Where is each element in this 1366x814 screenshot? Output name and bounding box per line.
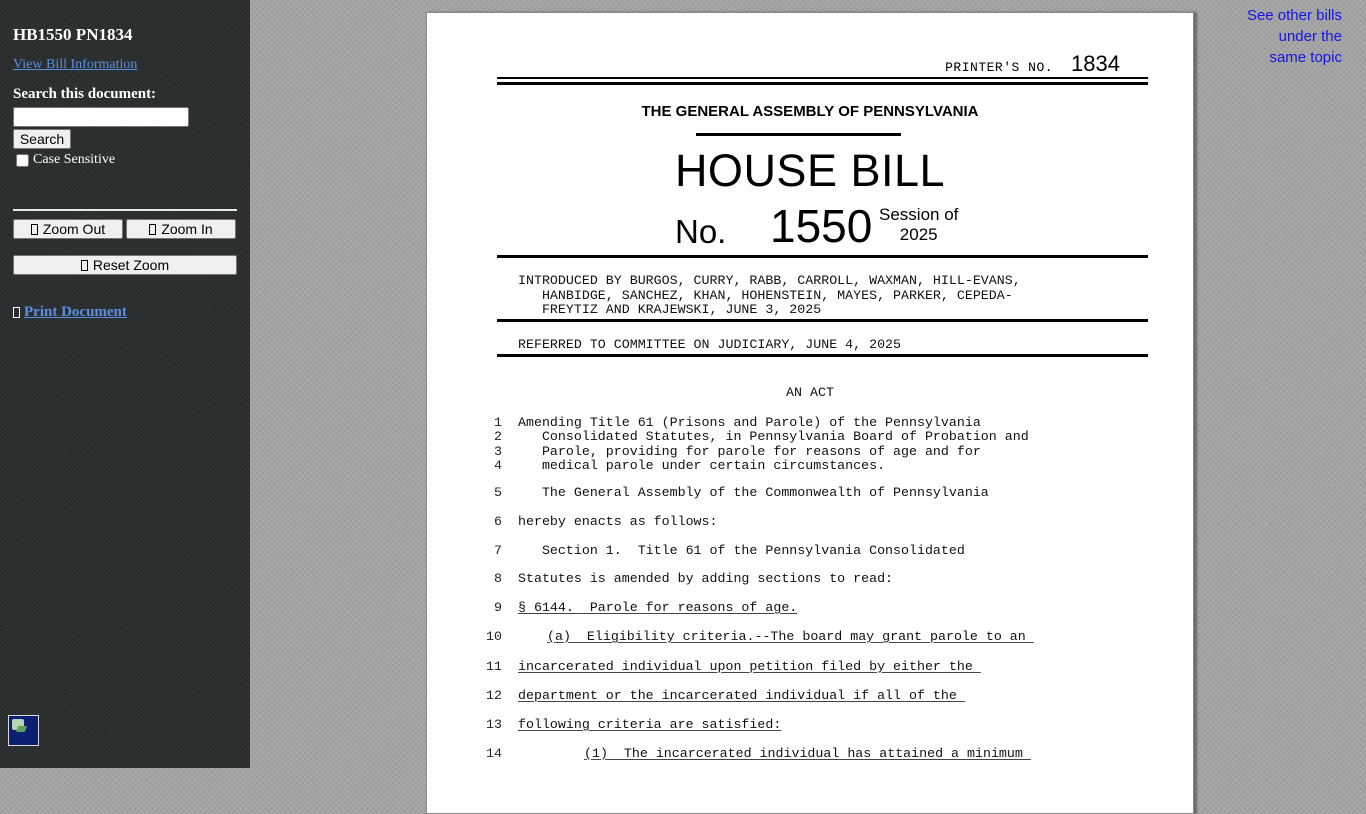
zoom-out-button[interactable] <box>13 219 123 239</box>
print-document-link[interactable]: Print Document <box>24 304 127 320</box>
case-sensitive-checkbox[interactable] <box>16 154 29 167</box>
referred-to-committee: REFERRED TO COMMITTEE ON JUDICIARY, JUNE 4, 2025 <box>518 337 902 352</box>
view-bill-information-link[interactable]: View Bill Information <box>13 57 138 72</box>
line-number: 4 <box>494 458 502 473</box>
print-document-row <box>13 304 127 321</box>
bill-line: hereby enacts as follows: <box>518 514 718 529</box>
reset-zoom-label: Reset Zoom <box>92 257 170 273</box>
bill-type-heading: HOUSE BILL <box>674 145 946 196</box>
site-badge-image[interactable] <box>8 715 39 746</box>
bill-title: HB1550 PN1834 <box>13 25 133 44</box>
session-year: 2025 <box>899 225 938 244</box>
zoom-in-label: Zoom In <box>161 221 213 237</box>
line-number: 10 <box>486 629 502 644</box>
line-number: 2 <box>494 429 502 444</box>
introduced-by <box>518 274 1021 318</box>
general-assembly-heading: THE GENERAL ASSEMBLY OF PENNSYLVANIA <box>641 103 979 120</box>
topic-link-line-3: same topic <box>1269 49 1342 66</box>
bill-number-label: No. <box>675 213 727 250</box>
introduced-rule <box>497 319 1148 322</box>
bill-line: Parole, providing for parole for reasons of age and for <box>518 444 981 459</box>
bill-line: Section 1. Title 61 of the Pennsylvania Consolidated <box>518 543 965 558</box>
sidebar-divider <box>13 209 237 211</box>
line-number: 8 <box>494 571 502 586</box>
bill-line: Statutes is amended by adding sections to read: <box>518 571 894 586</box>
reset-zoom-button[interactable] <box>13 255 237 275</box>
line-number: 6 <box>494 514 502 529</box>
reset-zoom-icon <box>81 260 88 271</box>
bill-line: Consolidated Statutes, in Pennsylvania Board of Probation and <box>518 429 1029 444</box>
case-sensitive-label: Case Sensitive <box>33 152 116 167</box>
bill-number: 1550 <box>770 200 873 252</box>
introduced-line: INTRODUCED BY BURGOS, CURRY, RABB, CARROLL, WAXMAN, HILL-EVANS, <box>518 273 1021 288</box>
topic-link-line-2: under the <box>1278 28 1342 45</box>
header-rule-thin <box>497 77 1148 79</box>
line-number: 9 <box>494 600 502 615</box>
session <box>879 205 958 245</box>
see-other-bills-link[interactable] <box>1247 5 1342 68</box>
header-rule-thick <box>497 82 1148 85</box>
bill-document-page <box>426 12 1194 814</box>
bill-line-inserted: § 6144. Parole for reasons of age. <box>518 600 798 615</box>
zoom-out-icon <box>31 224 38 235</box>
line-number: 3 <box>494 444 502 459</box>
printers-number-value: 1834 <box>1071 51 1120 76</box>
assembly-rule <box>696 133 901 136</box>
bill-line-inserted: (1) The incarcerated individual has attained a minimum <box>584 746 1031 761</box>
bill-line: medical parole under certain circumstances. <box>518 458 886 473</box>
zoom-in-button[interactable] <box>126 219 236 239</box>
case-sensitive-option[interactable] <box>16 152 115 168</box>
bill-line: The General Assembly of the Commonwealth of Pennsylvania <box>518 485 989 500</box>
zoom-in-icon <box>149 224 156 235</box>
bill-line-inserted: following criteria are satisfied: <box>518 717 782 732</box>
referred-rule <box>497 354 1148 357</box>
bill-line-inserted: incarcerated individual upon petition filed by either the <box>518 659 981 674</box>
bill-line-inserted: (a) Eligibility criteria.--The board may grant parole to an <box>547 629 1034 644</box>
search-input[interactable] <box>13 107 189 127</box>
introduced-line: FREYTIZ AND KRAJEWSKI, JUNE 3, 2025 <box>518 302 822 317</box>
line-number: 13 <box>486 717 502 732</box>
line-number: 14 <box>486 746 502 761</box>
printers-number-label: PRINTER'S NO. <box>945 60 1054 75</box>
line-number: 11 <box>486 659 502 674</box>
introduced-line: HANBIDGE, SANCHEZ, KHAN, HOHENSTEIN, MAYES, PARKER, CEPEDA- <box>518 287 1013 303</box>
line-number: 7 <box>494 543 502 558</box>
printer-icon <box>13 307 20 318</box>
bill-line: Amending Title 61 (Prisons and Parole) of the Pennsylvania <box>518 415 981 430</box>
printers-number <box>945 51 1120 77</box>
search-button[interactable]: Search <box>13 129 71 149</box>
line-number: 1 <box>494 415 502 430</box>
search-label: Search this document: <box>13 86 157 102</box>
sidebar <box>0 0 250 768</box>
bill-line-inserted: department or the incarcerated individual if all of the <box>518 688 965 703</box>
topic-link-line-1: See other bills <box>1246 7 1342 24</box>
session-label: Session of <box>879 205 959 224</box>
line-number: 5 <box>494 485 502 500</box>
title-rule <box>497 255 1148 258</box>
an-act-heading: AN ACT <box>786 385 834 400</box>
zoom-out-label: Zoom Out <box>42 221 106 237</box>
line-number: 12 <box>486 688 502 703</box>
